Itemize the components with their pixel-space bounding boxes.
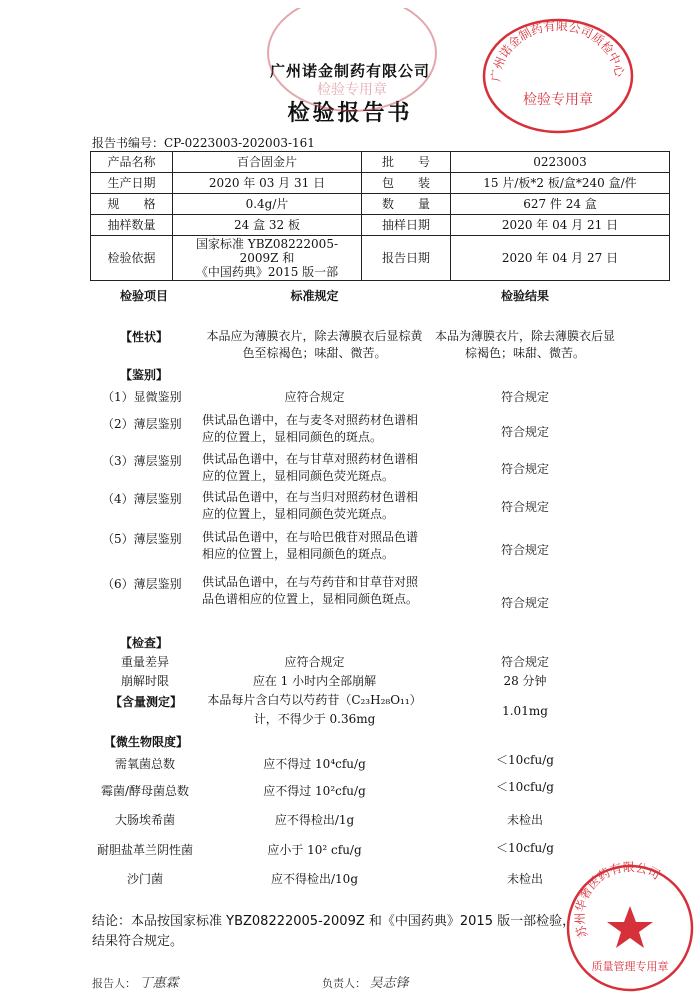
identification-result-4: 符合规定 [500,500,549,514]
microbial-standard-1: 应不得过 10⁴cfu/g [263,757,366,771]
identification-section-label: 【鉴别】 [120,368,169,382]
microbial-item-4: 耐胆盐革兰阴性菌 [96,843,193,857]
report-number: 报告书编号：CP-0223003-202003-161 [92,136,315,150]
identification-standard-1: 应符合规定 [284,390,345,404]
microbial-standard-3: 应不得检出/1g [274,813,355,827]
quality-stamp-bottom [560,858,700,998]
sample-qty-label: 抽样数量 [91,215,173,236]
microbial-result-1: ＜10cfu/g [496,753,554,767]
assay-standard-line-1: 本品每片含白芍以芍药苷（C₂₃H₂₈O₁₁） [207,693,422,707]
conclusion-line-1: 结论：本品按国家标准 YBZ08222005-2009Z 和《中国药典》2015 版一部检验， [92,914,576,929]
report-date-value: 2020 年 04 月 27 日 [451,236,670,281]
reporter-label: 报告人： [92,977,136,990]
traits-standard: 本品应为薄膜衣片，除去薄膜衣后显棕黄色至棕褐色；味甜、微苦。 [206,329,423,360]
traits-section-label: 【性状】 [120,330,169,344]
microbial-result-3: 未检出 [506,813,543,827]
inspection-section-label: 【检查】 [120,636,169,650]
assay-standard-line-2: 计，不得少于 0.36mg [253,712,376,726]
microbial-result-2: ＜10cfu/g [496,780,554,794]
identification-item-2: （2）薄层鉴别 [102,417,182,431]
spec-label: 规 格 [91,194,173,215]
document-title: 检验报告书 [287,101,413,126]
responsible-signature [322,972,409,991]
responsible-name: 吴志锋 [369,976,409,991]
inspection-standard-2: 应在 1 小时内全部崩解 [252,674,377,688]
inspection-item-1: 重量差异 [120,655,169,669]
sample-date-value: 2020 年 04 月 21 日 [451,215,670,236]
responsible-label: 负责人： [322,977,366,990]
column-item-header: 检验项目 [120,289,169,303]
svg-text:质量管理专用章: 质量管理专用章 [591,960,669,973]
identification-item-6: （6）薄层鉴别 [102,577,182,591]
basis-line-2: 《中国药典》2015 版一部 [195,265,339,279]
batch-label: 批 号 [362,152,451,173]
basis-value [173,236,362,281]
basis-line-1: 国家标准 YBZ08222005-2009Z 和 [195,237,339,265]
microbial-standard-5: 应不得检出/10g [271,872,358,886]
quantity-label: 数 量 [362,194,451,215]
microbial-standard-4: 应小于 10² cfu/g [267,843,362,857]
microbial-standard-2: 应不得过 10²cfu/g [263,784,366,798]
svg-text:苏州华奢医药有限公司: 苏州华奢医药有限公司 [572,860,663,940]
microbial-item-1: 需氧菌总数 [114,757,175,771]
product-name-label: 产品名称 [91,152,173,173]
center-stamp [262,8,442,118]
microbial-result-5: 未检出 [506,872,543,886]
identification-item-4: （4）薄层鉴别 [102,492,182,506]
sample-qty-value: 24 盒 32 板 [173,215,362,236]
assay-section-label: 【含量测定】 [110,695,183,709]
product-info-table [90,151,670,281]
svg-text:检验专用章: 检验专用章 [523,92,593,108]
identification-item-5: （5）薄层鉴别 [102,532,182,546]
inspection-result-1: 符合规定 [500,655,549,669]
column-standard-header: 标准规定 [290,289,339,303]
microbial-item-3: 大肠埃希菌 [114,813,175,827]
inspection-result-2: 28 分钟 [503,674,547,688]
batch-value: 0223003 [451,152,670,173]
mfg-date-value: 2020 年 03 月 31 日 [173,173,362,194]
company-name: 广州诺金制药有限公司 [269,62,430,80]
microbial-result-4: ＜10cfu/g [496,841,554,855]
reporter-name: 丁惠霖 [139,976,179,991]
identification-item-1: （1）显微鉴别 [102,390,182,404]
svg-text:检验专用章: 检验专用章 [317,82,387,98]
inspection-item-2: 崩解时限 [120,674,169,688]
microbial-item-2: 霉菌/酵母菌总数 [100,784,190,798]
identification-result-3: 符合规定 [500,462,549,476]
identification-standard-3: 供试品色谱中，在与甘草对照药材色谱相应的位置上，显相同颜色荧光斑点。 [202,452,419,483]
traits-result: 本品为薄膜衣片，除去薄膜衣后显棕褐色；味甜、微苦。 [434,329,615,360]
qc-stamp-right [478,12,638,137]
conclusion-line-2: 结果符合规定。 [92,934,184,949]
reporter-signature [92,972,179,991]
table-row [91,194,670,215]
microbial-item-5: 沙门菌 [126,872,163,886]
table-row [91,236,670,281]
identification-result-1: 符合规定 [500,390,549,404]
table-row [91,173,670,194]
basis-label: 检验依据 [91,236,173,281]
mfg-date-label: 生产日期 [91,173,173,194]
sample-date-label: 抽样日期 [362,215,451,236]
identification-standard-4: 供试品色谱中，在与当归对照药材色谱相应的位置上，显相同颜色荧光斑点。 [202,490,419,521]
identification-item-3: （3）薄层鉴别 [102,454,182,468]
spec-value: 0.4g/片 [173,194,362,215]
identification-standard-6: 供试品色谱中，在与芍药苷和甘草苷对照品色谱相应的位置上，显相同颜色斑点。 [202,575,419,606]
product-name-value: 百合固金片 [173,152,362,173]
identification-result-2: 符合规定 [500,425,549,439]
inspection-standard-1: 应符合规定 [284,655,345,669]
identification-standard-5: 供试品色谱中，在与哈巴俄苷对照品色谱相应的位置上，显相同颜色的斑点。 [202,530,419,561]
packaging-label: 包 装 [362,173,451,194]
report-date-label: 报告日期 [362,236,451,281]
column-result-header: 检验结果 [500,289,549,303]
table-row [91,152,670,173]
microbial-section-label: 【微生物限度】 [104,735,189,749]
svg-text:广州诺金制药有限公司质检中心: 广州诺金制药有限公司质检中心 [488,18,627,83]
identification-result-5: 符合规定 [500,543,549,557]
quantity-value: 627 件 24 盒 [451,194,670,215]
identification-standard-2: 供试品色谱中，在与麦冬对照药材色谱相应的位置上，显相同颜色的斑点。 [202,413,419,444]
identification-result-6: 符合规定 [500,596,549,610]
packaging-value: 15 片/板*2 板/盒*240 盒/件 [451,173,670,194]
table-row [91,215,670,236]
assay-result: 1.01mg [502,704,548,718]
